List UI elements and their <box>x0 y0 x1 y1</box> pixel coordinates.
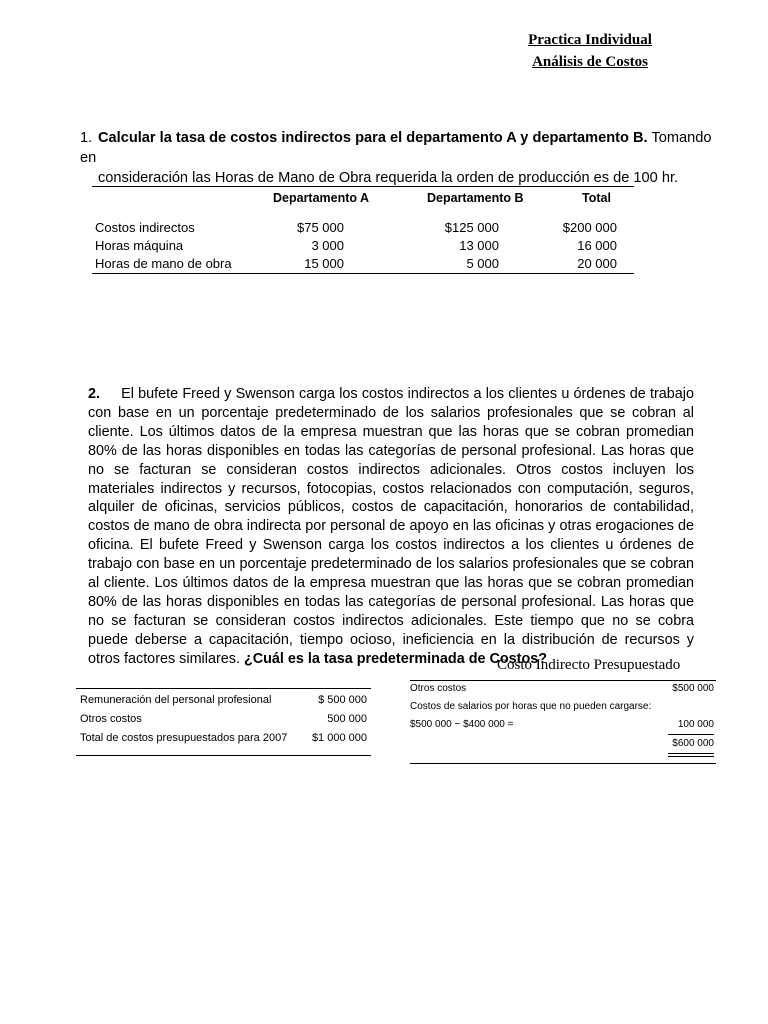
cell-dept-a: $75 000 <box>297 220 344 235</box>
document-subtitle: Análisis de Costos <box>532 54 648 70</box>
row-value: $500 000 <box>672 683 714 694</box>
row-label: Otros costos <box>80 713 142 725</box>
question-2-question: ¿Cuál es la tasa predeterminada de Costos? <box>243 650 548 667</box>
subtotal-rule <box>668 734 714 735</box>
table-row <box>410 738 716 752</box>
question-1-line-1 <box>80 128 720 168</box>
table-row <box>410 701 716 715</box>
header-departamento-a: Departamento A <box>273 191 370 205</box>
cell-dept-b: 5 000 <box>466 256 499 271</box>
table-row <box>80 694 367 710</box>
row-label: Costos de salarios por horas que no pueden cargarse: <box>410 701 652 712</box>
row-label: Total de costos presupuestados para 2007 <box>80 732 288 744</box>
cell-dept-b: 13 000 <box>459 238 499 253</box>
department-table <box>92 186 634 274</box>
row-value: $ 500 000 <box>318 694 367 706</box>
total-double-rule <box>668 753 714 757</box>
table-row <box>410 719 716 733</box>
cell-total: 16 000 <box>577 238 617 253</box>
question-2-body: El bufete Freed y Swenson carga los costos indirectos a los clientes u órdenes de trabajo con base en un porcentaje predeterminado de los salarios profesionales que se cobran al cliente. Los últimos datos de la empresa muestran que las horas que se cobran promedian 80% de las horas disponibles en todas las categorías de personal profesional. Las horas que no se facturan se consideran costos indirectos adicionales. Otros costos incluyen los materiales indirectos y recursos, fotocopias, costos relacionados con computación, seguros, alquiler de oficinas, servicios públicos, costos de capacitación, honorarios de contabilidad, costos de mano de obra indirecta por personal de apoyo en las oficinas y otras erogaciones de oficina. El bufete Freed y Swenson carga los costos indirectos a los clientes u órdenes de trabajo con base en un porcentaje predeterminado de los salarios profesionales que se cobran al cliente. Los últimos datos de la empresa muestran que las horas que se cobran promedian 80% de las horas disponibles en todas las categorías de personal profesional. Las horas que no se facturan se consideran costos indirectos adicionales. Este tiempo que no se cobra puede deberse a capacitación, tiempo ocioso, ineficiencia en la distribución de recursos y otros factores similares. <box>88 386 694 667</box>
row-label: Otros costos <box>410 683 467 694</box>
header-total: Total <box>582 191 611 205</box>
row-label: Costos indirectos <box>95 220 195 235</box>
cell-dept-a: 15 000 <box>304 256 344 271</box>
budget-table <box>76 688 371 756</box>
row-label: Horas máquina <box>95 238 184 253</box>
row-label: Remuneración del personal profesional <box>80 694 272 706</box>
row-label: $500 000 − $400 000 = <box>410 719 514 730</box>
row-label: Horas de mano de obra <box>95 256 232 271</box>
question-1 <box>80 128 720 188</box>
table-row <box>80 713 367 729</box>
cell-dept-b: $125 000 <box>444 220 499 235</box>
question-1-number: 1. <box>80 130 93 146</box>
table-row <box>80 732 367 748</box>
row-value: 100 000 <box>677 719 714 730</box>
indirect-cost-table <box>410 680 716 764</box>
question-1-bold-text: Calcular la tasa de costos indirectos para el departamento A y departamento B. <box>98 130 648 146</box>
indirect-cost-title: Costo Indirecto Presupuestado <box>497 657 681 673</box>
question-2-number: 2. <box>88 386 101 402</box>
question-1-line-2: consideración las Horas de Mano de Obra requerida la orden de producción es de 100 hr. <box>98 170 679 186</box>
row-value: 500 000 <box>327 713 367 725</box>
cell-total: 20 000 <box>577 256 617 271</box>
question-2 <box>88 385 694 669</box>
cell-dept-a: 3 000 <box>311 238 344 253</box>
header-departamento-b: Departamento B <box>427 191 524 205</box>
row-value: $1 000 000 <box>311 732 367 744</box>
cell-total: $200 000 <box>562 220 617 235</box>
document-title: Practica Individual <box>528 32 652 48</box>
table-row <box>410 683 716 697</box>
question-1-text: Tomando en <box>80 130 712 166</box>
row-value: $600 000 <box>672 738 714 749</box>
